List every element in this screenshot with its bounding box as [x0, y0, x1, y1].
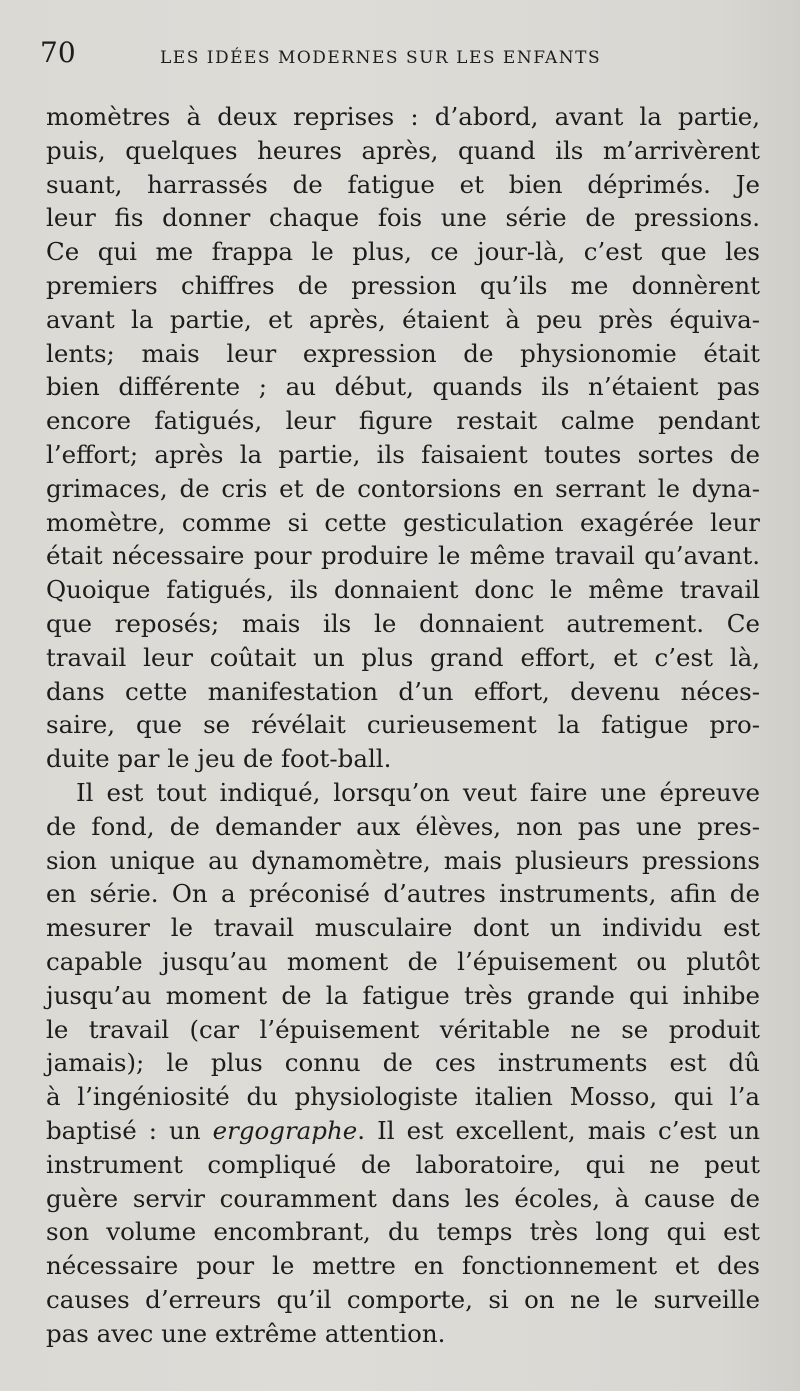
text-line: leur fis donner chaque fois une série de pressions.	[46, 203, 760, 233]
text-line: dans cette manifestation d’un effort, devenu néces-	[46, 676, 760, 706]
text-line: capable jusqu’au moment de l’épuisement ou plutôt	[46, 946, 760, 976]
text-line: puis, quelques heures après, quand ils m’arrivèrent	[46, 135, 760, 165]
text-line: saire, que se révélait curieusement la fatigue pro-	[46, 710, 760, 740]
text-line: bien différente ; au début, quands ils n’étaient pas	[46, 372, 760, 402]
text-line: Il est tout indiqué, lorsqu’on veut faire une épreuve	[76, 777, 760, 807]
text-line: duite par le jeu de foot-ball.	[46, 744, 392, 774]
text-line: était nécessaire pour produire le même travail qu’avant.	[46, 541, 760, 571]
text-line: nécessaire pour le mettre en fonctionnement et des	[46, 1251, 760, 1281]
text-line: que reposés; mais ils le donnaient autrement. Ce	[46, 608, 760, 638]
text-line: son volume encombrant, du temps très long qui est	[46, 1217, 760, 1247]
text-line	[46, 1114, 760, 1148]
italic-term: ergographe	[212, 1115, 358, 1145]
text-line: causes d’erreurs qu’il comporte, si on ne le surveille	[46, 1284, 760, 1314]
text-line: avant la partie, et après, étaient à peu près équiva-	[46, 304, 760, 334]
text-line: à l’ingéniosité du physiologiste italien Mosso, qui l’a	[46, 1082, 760, 1112]
text-line: travail leur coûtait un plus grand effort, et c’est là,	[46, 642, 760, 672]
text-line: pas avec une extrême attention.	[46, 1318, 446, 1348]
body-text	[46, 100, 760, 1350]
text-line: momètre, comme si cette gesticulation exagérée leur	[46, 507, 760, 537]
text-line: premiers chiffres de pression qu’ils me donnèrent	[46, 270, 760, 300]
text-line: momètres à deux reprises : d’abord, avant la partie,	[46, 102, 760, 131]
text-span: . Il est excellent, mais c’est un	[357, 1115, 760, 1145]
paragraph	[46, 776, 760, 1351]
page-number: 70	[40, 36, 76, 69]
text-line: sion unique au dynamomètre, mais plusieurs pressions	[46, 845, 760, 875]
text-line: l’effort; après la partie, ils faisaient toutes sortes de	[46, 439, 760, 469]
paragraph	[46, 100, 760, 776]
page-header	[40, 36, 760, 76]
text-line: guère servir couramment dans les écoles, à cause de	[46, 1183, 760, 1213]
text-line: lents; mais leur expression de physionomie était	[46, 338, 760, 368]
text-line: Ce qui me frappa le plus, ce jour-là, c’est que les	[46, 237, 760, 267]
text-line: le travail (car l’épuisement véritable ne se produit	[46, 1014, 760, 1044]
text-span: baptisé : un	[46, 1115, 213, 1145]
text-line: en série. On a préconisé d’autres instruments, afin de	[46, 879, 760, 909]
text-line: jusqu’au moment de la fatigue très grande qui inhibe	[46, 980, 760, 1010]
text-line: suant, harrassés de fatigue et bien déprimés. Je	[46, 169, 760, 199]
text-line: jamais); le plus connu de ces instruments est dû	[46, 1048, 760, 1078]
text-line: Quoique fatigués, ils donnaient donc le même travail	[46, 575, 760, 605]
text-line: mesurer le travail musculaire dont un individu est	[46, 913, 760, 943]
text-line: encore fatigués, leur figure restait calme pendant	[46, 406, 760, 436]
text-line: de fond, de demander aux élèves, non pas une pres-	[46, 811, 760, 841]
text-line: grimaces, de cris et de contorsions en serrant le dyna-	[46, 473, 760, 503]
text-line: instrument compliqué de laboratoire, qui ne peut	[46, 1149, 760, 1179]
running-title: LES IDÉES MODERNES SUR LES ENFANTS	[160, 48, 602, 68]
